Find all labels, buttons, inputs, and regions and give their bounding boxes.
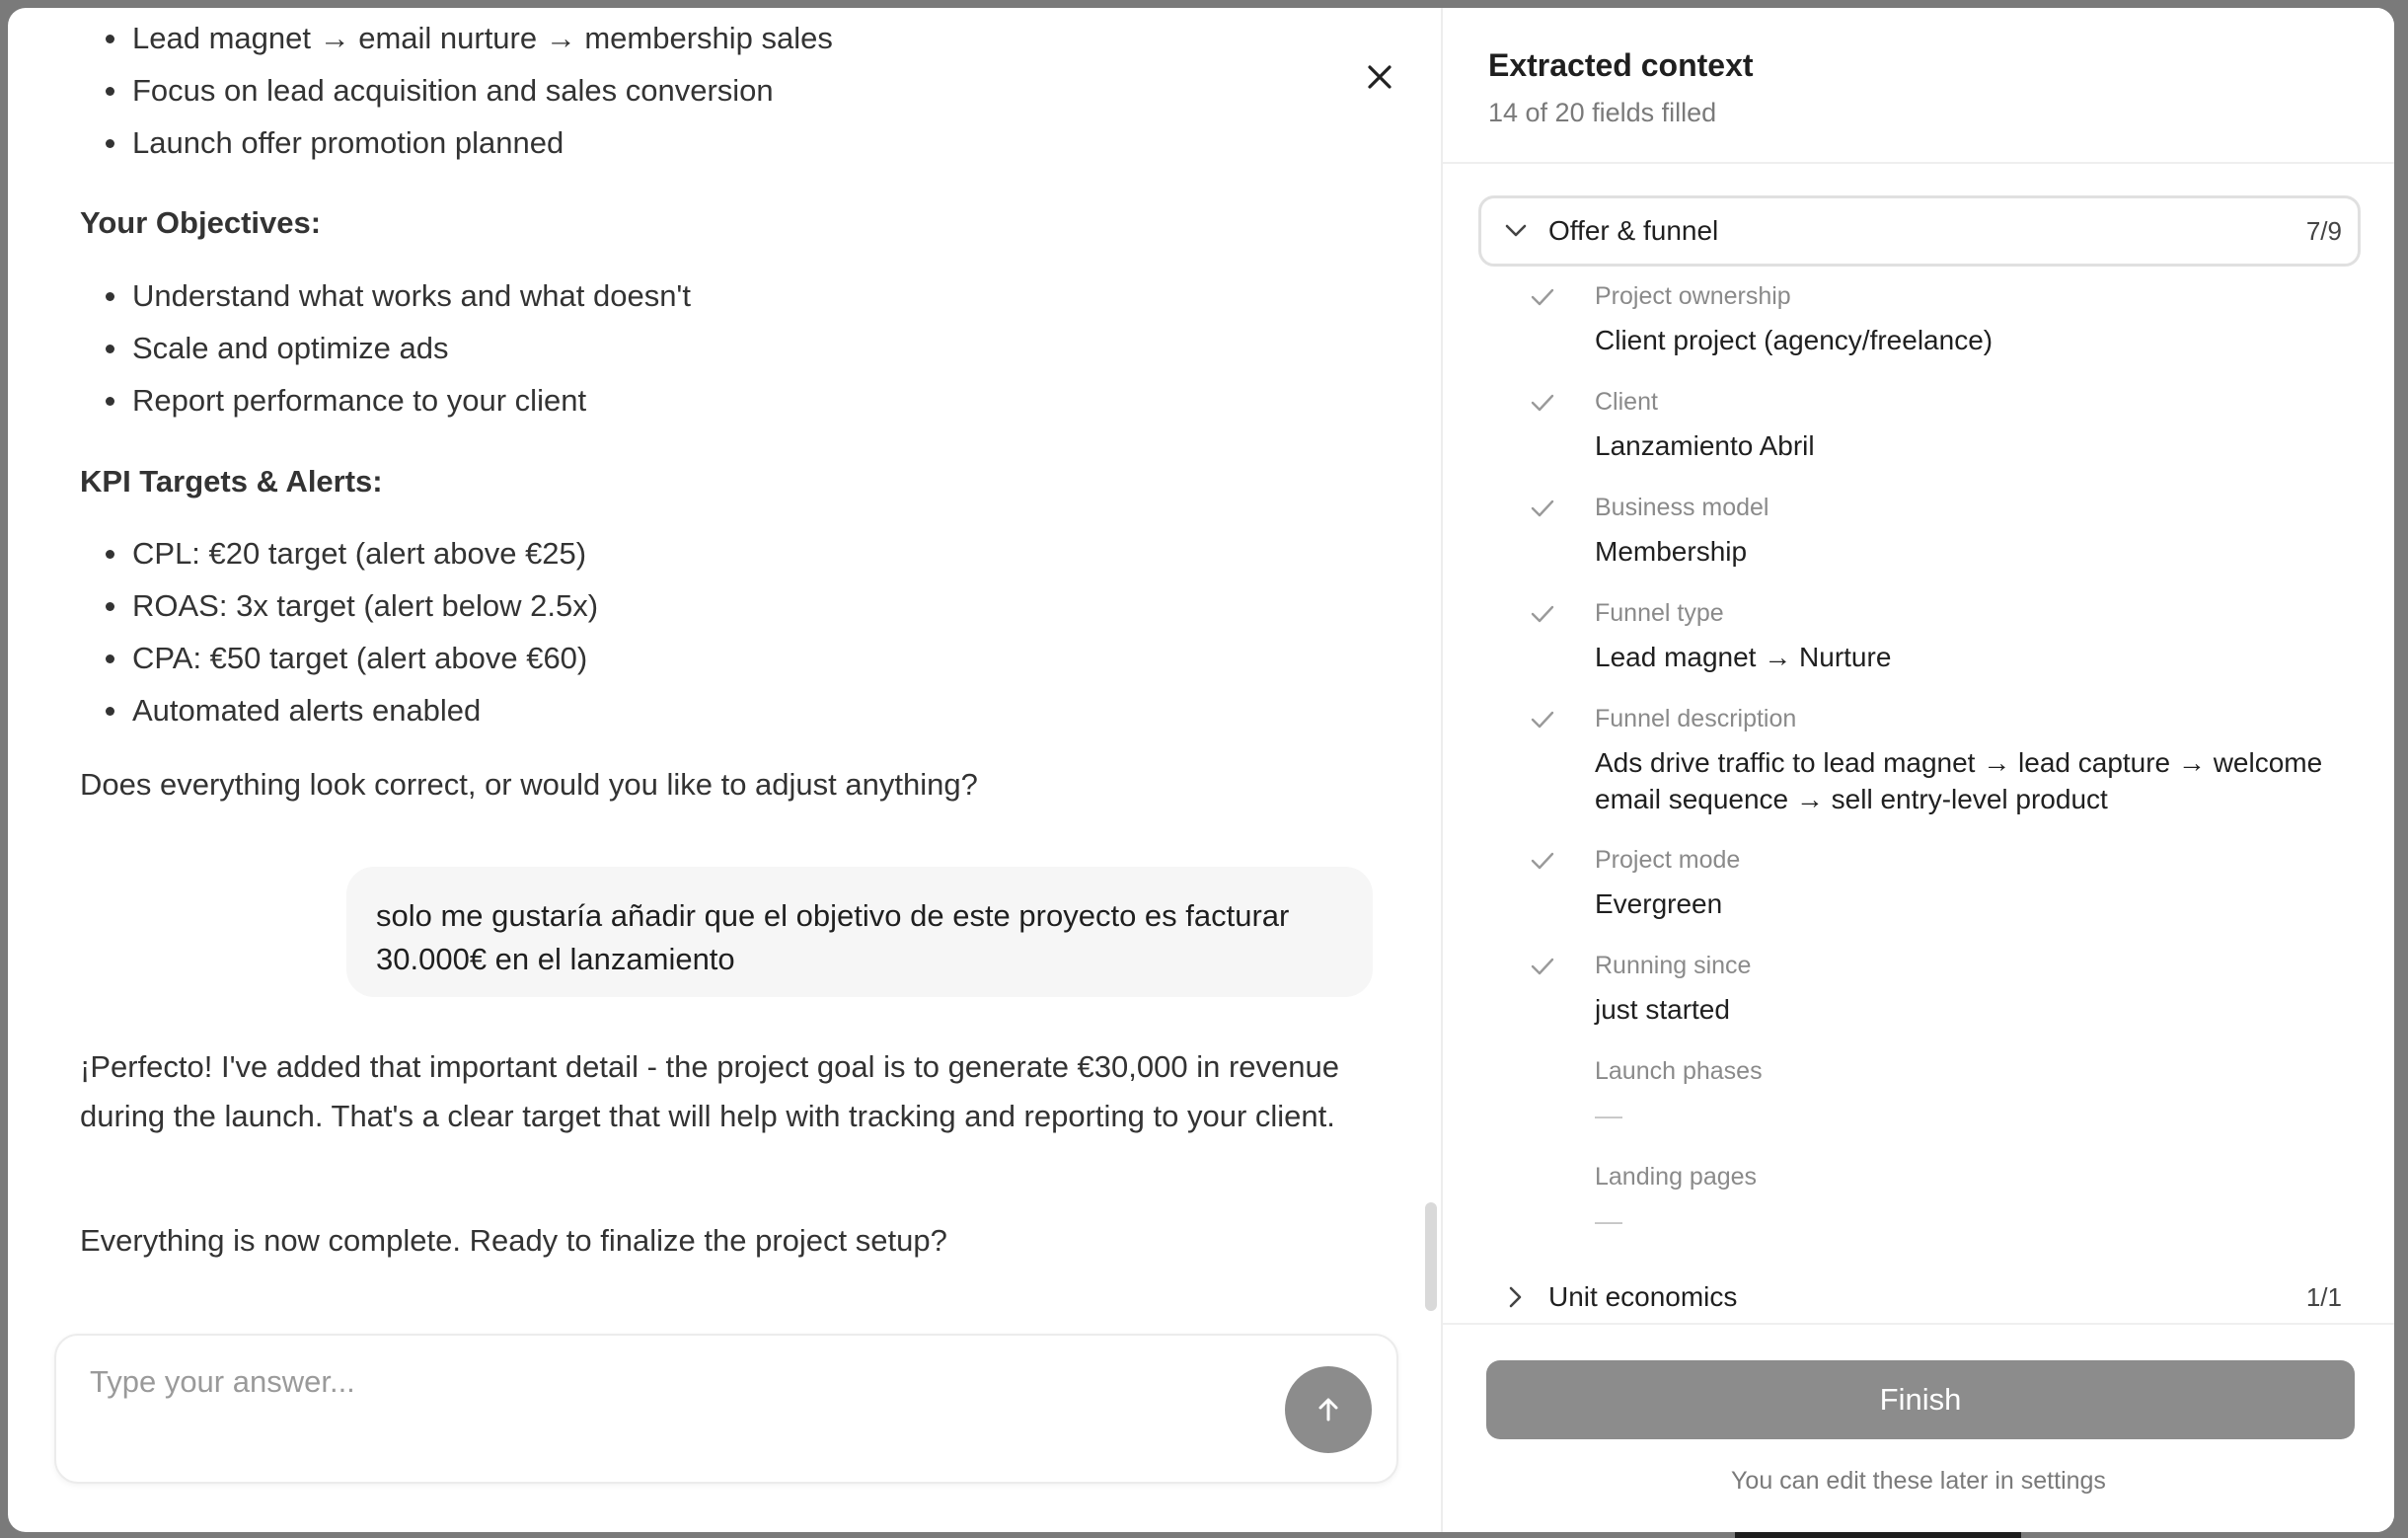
- chat-scroll-area[interactable]: [8, 8, 1441, 1321]
- field-funnel-description[interactable]: [1530, 705, 2323, 819]
- group-count: 1/1: [2305, 1281, 2342, 1312]
- field-value: Ads drive traffic to lead magnet → lead capture → welcome email sequence → sell entry-level product: [1595, 747, 2323, 814]
- check-icon: [1530, 392, 1555, 414]
- funnel-bullet-list: [80, 12, 1264, 169]
- list-item: Report performance to your client: [80, 374, 1264, 426]
- field-project-ownership[interactable]: [1530, 282, 2319, 361]
- field-client[interactable]: [1530, 388, 2319, 467]
- assistant-question: Does everything look correct, or would you like to adjust anything?: [80, 767, 978, 802]
- field-value: —: [1595, 1100, 1622, 1130]
- list-item: Understand what works and what doesn't: [80, 269, 1264, 322]
- list-item: CPL: €20 target (alert above €25): [80, 527, 1264, 579]
- field-project-mode[interactable]: [1530, 846, 2319, 925]
- group-name: Offer & funnel: [1548, 215, 1719, 246]
- field-label: Launch phases: [1595, 1057, 1763, 1085]
- list-item: Lead magnet → email nurture → membership sales: [80, 12, 1264, 64]
- objectives-list: [80, 269, 1264, 426]
- extracted-context-panel: [1441, 8, 2394, 1532]
- list-item: Launch offer promotion planned: [80, 116, 1264, 169]
- context-scroll-area[interactable]: [1443, 166, 2394, 1323]
- context-footer: [1443, 1323, 2394, 1532]
- check-icon: [1530, 498, 1555, 519]
- check-icon: [1530, 709, 1555, 731]
- check-icon: [1530, 850, 1555, 872]
- field-label: Funnel type: [1595, 599, 1724, 627]
- field-value: just started: [1595, 994, 1730, 1025]
- arrow-up-icon: [1314, 1395, 1343, 1424]
- group-count: 7/9: [2305, 215, 2342, 246]
- field-value: Lead magnet → Nurture: [1595, 642, 1892, 672]
- chevron-right-icon: [1501, 1286, 1531, 1308]
- check-icon: [1530, 956, 1555, 977]
- field-label: Business model: [1595, 494, 1769, 521]
- chevron-down-icon: [1501, 224, 1531, 238]
- field-landing-pages[interactable]: [1530, 1163, 2319, 1242]
- list-item: Automated alerts enabled: [80, 684, 1264, 736]
- field-label: Landing pages: [1595, 1163, 1758, 1191]
- edit-later-note: You can edit these later in settings: [1731, 1467, 2106, 1495]
- close-icon: [1366, 63, 1393, 91]
- list-item: Scale and optimize ads: [80, 322, 1264, 374]
- finish-button[interactable]: Finish: [1486, 1360, 2355, 1439]
- answer-composer: [54, 1334, 1398, 1484]
- fields-filled-count: 14 of 20 fields filled: [1488, 98, 1717, 127]
- list-item: CPA: €50 target (alert above €60): [80, 632, 1264, 684]
- field-label: Project ownership: [1595, 282, 1791, 310]
- field-label: Project mode: [1595, 846, 1741, 874]
- field-label: Funnel description: [1595, 705, 1797, 732]
- assistant-reply: ¡Perfecto! I've added that important detail - the project goal is to generate €30,000 in revenue during the launch. That's a clear target that will help with tracking and reporting to your client.: [80, 1049, 1339, 1133]
- field-value: Evergreen: [1595, 888, 1723, 919]
- context-header: [1443, 8, 2394, 164]
- group-name: Unit economics: [1548, 1281, 1738, 1312]
- field-value: Membership: [1595, 536, 1748, 567]
- field-business-model[interactable]: [1530, 494, 2319, 573]
- chat-pane: [8, 8, 1441, 1532]
- kpi-heading: KPI Targets & Alerts:: [80, 464, 383, 499]
- list-item: Focus on lead acquisition and sales conversion: [80, 64, 1264, 116]
- assistant-followup: Everything is now complete. Ready to finalize the project setup?: [80, 1223, 947, 1258]
- field-value: Lanzamiento Abril: [1595, 430, 1815, 461]
- onboarding-modal: [8, 8, 2394, 1532]
- group-unit-economics[interactable]: [1481, 1262, 2358, 1323]
- objectives-heading: Your Objectives:: [80, 205, 322, 240]
- user-message-bubble: solo me gustaría añadir que el objetivo de este proyecto es facturar 30.000€ en el lanzamiento: [346, 867, 1373, 997]
- field-funnel-type[interactable]: [1530, 599, 2319, 678]
- list-item: ROAS: 3x target (alert below 2.5x): [80, 579, 1264, 632]
- check-icon: [1530, 286, 1555, 308]
- check-icon: [1530, 603, 1555, 625]
- chat-scrollbar[interactable]: [1425, 1202, 1437, 1311]
- close-button[interactable]: [1354, 51, 1405, 103]
- kpi-list: [80, 527, 1264, 736]
- group-offer-funnel[interactable]: [1478, 195, 2361, 267]
- field-value: —: [1595, 1205, 1622, 1236]
- send-button[interactable]: [1285, 1366, 1372, 1453]
- answer-input[interactable]: [90, 1357, 1225, 1407]
- field-value: Client project (agency/freelance): [1595, 325, 1994, 355]
- field-label: Client: [1595, 388, 1658, 416]
- field-launch-phases[interactable]: [1530, 1057, 2319, 1136]
- field-label: Running since: [1595, 952, 1752, 979]
- field-running-since[interactable]: [1530, 952, 2319, 1031]
- context-title: Extracted context: [1488, 47, 1754, 83]
